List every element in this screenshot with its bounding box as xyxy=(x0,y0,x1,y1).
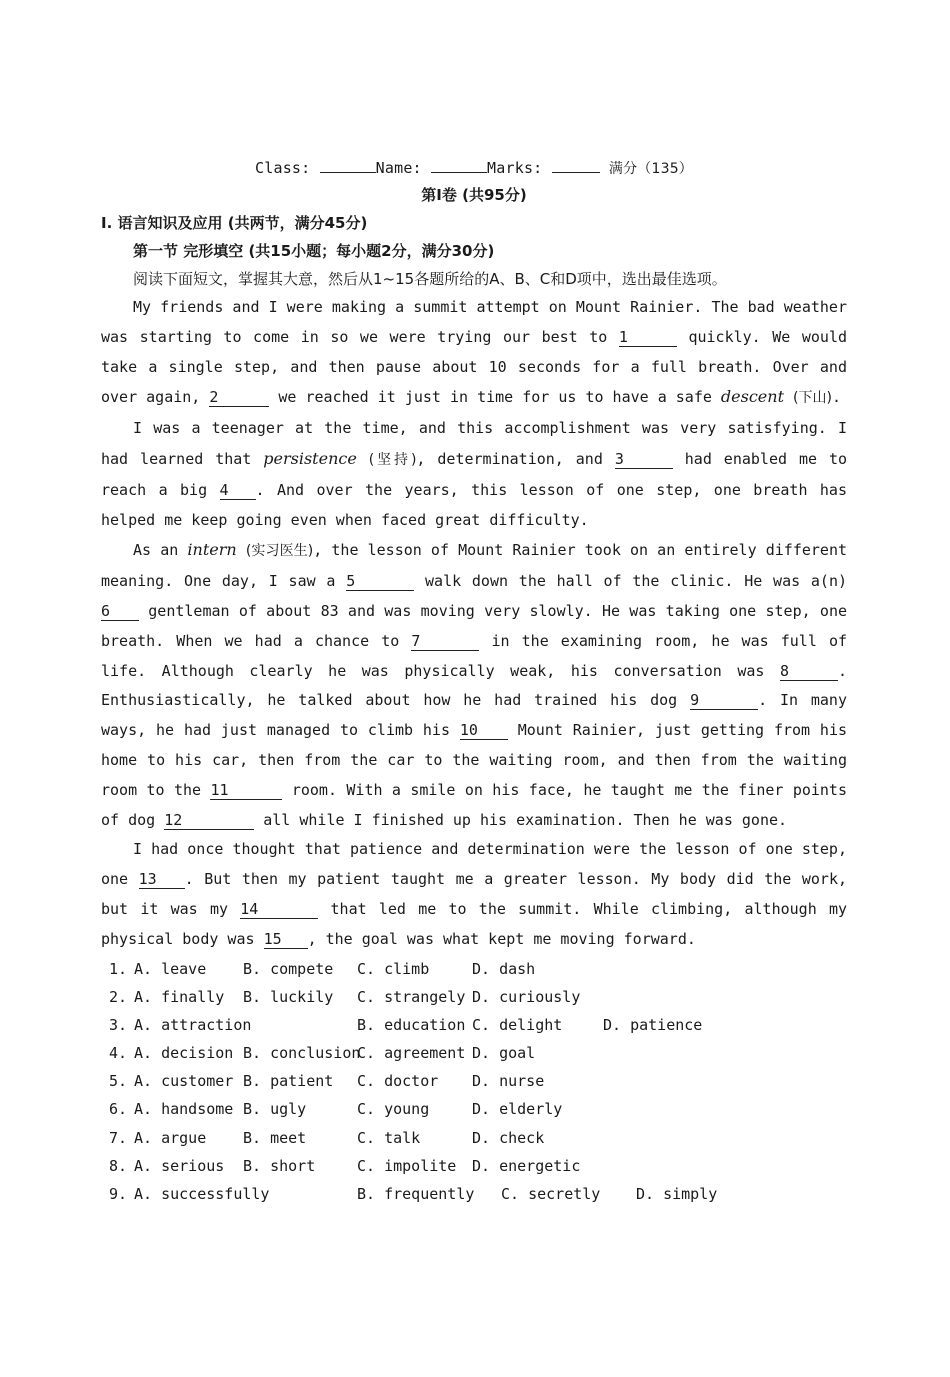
glossed-word: descent xyxy=(720,387,785,407)
option-b[interactable]: B. education xyxy=(357,1015,466,1034)
option-a[interactable]: A. serious xyxy=(134,1156,225,1175)
passage-text: As an xyxy=(133,541,179,560)
option-d[interactable]: D. check xyxy=(472,1128,545,1147)
blank-12[interactable]: 12 xyxy=(164,812,254,830)
question-number: 1. xyxy=(109,959,128,978)
class-blank[interactable] xyxy=(320,158,376,173)
option-c[interactable]: C. doctor xyxy=(357,1072,439,1091)
blank-9[interactable]: 9 xyxy=(690,692,758,710)
question-number: 4. xyxy=(109,1044,128,1063)
volume-title: 第Ⅰ卷 (共95分) xyxy=(421,186,527,204)
passage-text: I had once thought that patience and determination were the lesson of one step, one xyxy=(101,840,847,889)
passage-text: , the goal was what kept me moving forward. xyxy=(307,929,696,948)
question-number: 5. xyxy=(109,1072,128,1091)
option-b[interactable]: B. conclusion xyxy=(243,1044,361,1063)
option-b[interactable]: B. patient xyxy=(243,1072,334,1091)
blank-3[interactable]: 3 xyxy=(615,451,673,469)
option-d[interactable]: D. dash xyxy=(472,959,536,978)
passage-paragraph-2 xyxy=(101,414,847,535)
part-title: Ⅰ. 语言知识及应用 (共两节，满分45分) xyxy=(101,214,368,232)
question-row xyxy=(101,983,847,1011)
passage-text: , determination, and xyxy=(416,449,603,468)
blank-8[interactable]: 8 xyxy=(780,663,838,681)
option-b[interactable]: B. short xyxy=(243,1156,316,1175)
option-c[interactable]: C. climb xyxy=(357,959,430,978)
passage-text: . Enthusiastically, he talked about how he had trained his dog xyxy=(101,661,848,710)
passage-text: Mount Rainier, just getting from his home to his car, then from the car to the waiting room, and then from the waiting room to the xyxy=(101,721,848,799)
option-c[interactable]: C. delight xyxy=(472,1015,563,1034)
option-d[interactable]: D. energetic xyxy=(472,1156,581,1175)
marks-blank[interactable] xyxy=(552,158,600,173)
glossed-word: intern xyxy=(187,540,237,560)
marks-label: Marks: xyxy=(487,159,543,177)
option-c[interactable]: C. young xyxy=(357,1100,430,1119)
option-d[interactable]: D. curiously xyxy=(472,987,581,1006)
question-row xyxy=(101,955,847,983)
option-c[interactable]: C. secretly xyxy=(501,1185,601,1204)
question-row xyxy=(101,1067,847,1095)
option-a[interactable]: A. argue xyxy=(134,1128,207,1147)
question-number: 3. xyxy=(109,1015,128,1034)
option-c[interactable]: C. impolite xyxy=(357,1156,457,1175)
blank-10[interactable]: 10 xyxy=(460,722,508,740)
option-a[interactable]: A. finally xyxy=(134,987,225,1006)
question-row xyxy=(101,1152,847,1180)
option-b[interactable]: B. meet xyxy=(243,1128,307,1147)
option-b[interactable]: B. ugly xyxy=(243,1100,307,1119)
section-title: 第一节 完形填空 (共15小题；每小题2分，满分30分) xyxy=(133,242,495,260)
option-d[interactable]: D. nurse xyxy=(472,1072,545,1091)
chinese-gloss: (坚持) xyxy=(368,451,417,468)
passage-text: we reached it just in time for us to have a safe xyxy=(278,388,712,407)
chinese-gloss: (实习医生) xyxy=(245,543,314,560)
passage-text: I was a teenager at the time, and this accomplishment was very satisfying. I had learned that xyxy=(101,419,847,468)
passage-paragraph-1 xyxy=(101,293,847,414)
blank-2[interactable]: 2 xyxy=(209,389,269,407)
question-number: 7. xyxy=(109,1128,128,1147)
passage-text: . In many ways, he had just managed to climb his xyxy=(101,691,847,740)
option-a[interactable]: A. customer xyxy=(134,1072,234,1091)
question-number: 6. xyxy=(109,1100,128,1119)
name-label: Name: xyxy=(375,159,422,177)
passage-text: gentleman of about 83 and was moving very slowly. He was taking one step, one breath. When we had a chance to xyxy=(101,601,848,650)
passage-text: My friends and I were making a summit attempt on Mount Rainier. The bad weather was starting to come in so we were trying our best to xyxy=(101,298,847,346)
passage-text: walk down the hall of the clinic. He was a(n) xyxy=(425,572,848,591)
option-c[interactable]: C. talk xyxy=(357,1128,421,1147)
option-a[interactable]: A. attraction xyxy=(134,1015,252,1034)
option-b[interactable]: B. frequently xyxy=(357,1185,475,1204)
passage-paragraph-3 xyxy=(101,535,847,835)
question-options-list xyxy=(101,955,847,1209)
question-row xyxy=(101,1180,847,1208)
passage-text: . xyxy=(831,388,842,407)
question-number: 2. xyxy=(109,987,128,1006)
option-a[interactable]: A. handsome xyxy=(134,1100,234,1119)
question-row xyxy=(101,1039,847,1067)
name-blank[interactable] xyxy=(431,158,487,173)
exam-page xyxy=(101,155,847,1208)
passage-text: in the examining room, he was full of life. Although clearly he was physically weak, his conversation was xyxy=(101,631,848,680)
blank-13[interactable]: 13 xyxy=(139,871,185,889)
question-number: 9. xyxy=(109,1185,128,1204)
option-a[interactable]: A. decision xyxy=(134,1044,234,1063)
passage-paragraph-4 xyxy=(101,835,847,954)
blank-6[interactable]: 6 xyxy=(101,603,139,621)
passage-text: , the lesson of Mount Rainier took on an entirely different meaning. One day, I saw a xyxy=(101,541,848,591)
glossed-word: persistence xyxy=(263,448,357,468)
passage-text: . But then my patient taught me a greater lesson. My body did the work, but it was my xyxy=(101,870,847,918)
student-info-line xyxy=(101,155,847,181)
question-row xyxy=(101,1095,847,1123)
option-d[interactable]: D. patience xyxy=(603,1015,703,1034)
passage-text: quickly. We would take a single step, and then pause about 10 seconds for a full breath. Over and over again, xyxy=(101,327,848,407)
passage-text: room. With a smile on his face, he taught me the finer points of dog xyxy=(101,780,847,829)
class-label: Class: xyxy=(255,159,311,177)
blank-14[interactable]: 14 xyxy=(240,901,318,919)
option-a[interactable]: A. successfully xyxy=(134,1185,270,1204)
question-row xyxy=(101,1011,847,1039)
blank-5[interactable]: 5 xyxy=(346,573,414,591)
option-d[interactable]: D. goal xyxy=(472,1044,536,1063)
option-b[interactable]: B. luckily xyxy=(243,987,334,1006)
option-d[interactable]: D. elderly xyxy=(472,1100,563,1119)
blank-11[interactable]: 11 xyxy=(210,782,282,800)
blank-4[interactable]: 4 xyxy=(220,482,256,500)
passage-text: . And over the years, this lesson of one step, one breath has helped me keep going even when faced great difficulty. xyxy=(101,480,847,529)
blank-7[interactable]: 7 xyxy=(411,633,479,651)
option-c[interactable]: C. agreement xyxy=(357,1044,466,1063)
option-a[interactable]: A. leave xyxy=(134,959,207,978)
option-c[interactable]: C. strangely xyxy=(357,987,466,1006)
passage-text: had enabled me to reach a big xyxy=(101,449,848,499)
question-row xyxy=(101,1124,847,1152)
blank-15[interactable]: 15 xyxy=(264,931,308,949)
passage-text: that led me to the summit. While climbing, although my physical body was xyxy=(101,899,848,948)
question-number: 8. xyxy=(109,1156,128,1175)
option-b[interactable]: B. compete xyxy=(243,959,334,978)
passage-text: all while I finished up his examination. Then he was gone. xyxy=(263,810,788,829)
blank-1[interactable]: 1 xyxy=(619,329,677,347)
chinese-gloss: (下山) xyxy=(793,390,832,407)
option-d[interactable]: D. simply xyxy=(636,1185,718,1204)
full-score: 满分（135） xyxy=(608,161,693,177)
instruction-text: 阅读下面短文，掌握其大意，然后从1~15各题所给的A、B、C和D项中，选出最佳选项。 xyxy=(133,270,727,288)
